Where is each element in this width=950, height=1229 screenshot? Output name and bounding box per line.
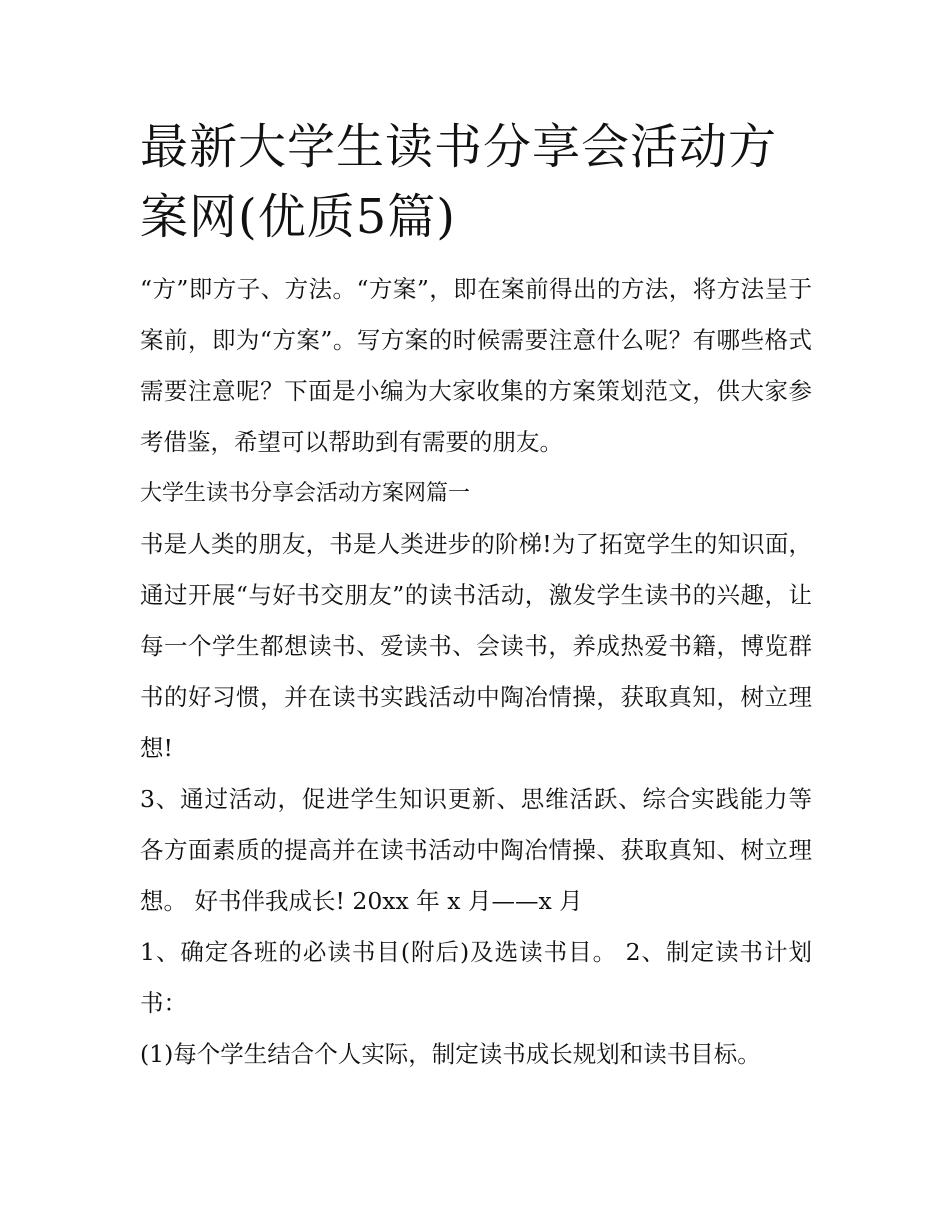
- intro-paragraph: “方”即方子、方法。“方案”，即在案前得出的方法，将方法呈于案前，即为“方案”。写方案的时候需要注意什么呢？有哪些格式需要注意呢？下面是小编为大家收集的方案策划范文，供大家参考借鉴，希望可以帮助到有需要的朋友。: [140, 275, 812, 456]
- document-body: [140, 264, 812, 1080]
- document-page: [140, 112, 812, 1080]
- body-paragraph: (1)每个学生结合个人实际，制定读书成长规划和读书目标。: [140, 1040, 761, 1068]
- document-title: 最新大学生读书分享会活动方案网(优质5篇): [140, 119, 778, 245]
- section-heading: 大学生读书分享会活动方案网篇一: [140, 481, 471, 506]
- body-paragraph: 3、通过活动，促进学生知识更新、思维活跃、综合实践能力等各方面素质的提高并在读书活动中陶冶情操、获取真知、树立理想。 好书伴我成长! 20xx 年 x 月——x 月: [140, 785, 812, 915]
- body-paragraph: 书是人类的朋友，书是人类进步的阶梯!为了拓宽学生的知识面，通过开展“与好书交朋友”的读书活动，激发学生读书的兴趣，让每一个学生都想读书、爱读书、会读书，养成热爱书籍，博览群书的好习惯，并在读书实践活动中陶冶情操，获取真知，树立理想!: [140, 530, 812, 762]
- body-paragraph: 1、确定各班的必读书目(附后)及选读书目。 2、制定读书计划书：: [140, 938, 812, 1017]
